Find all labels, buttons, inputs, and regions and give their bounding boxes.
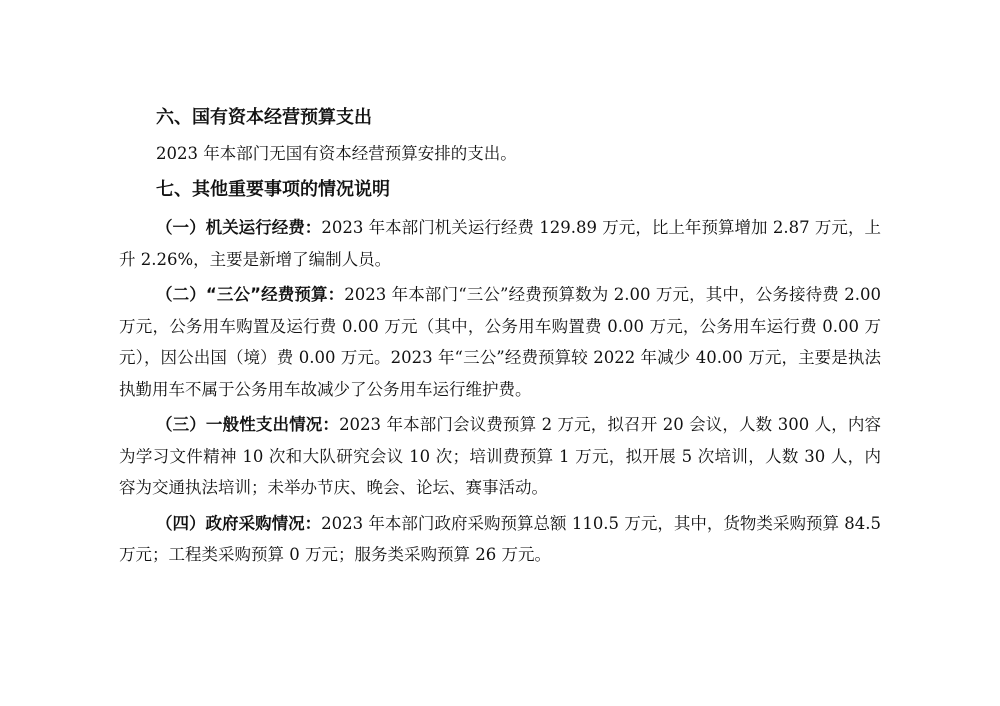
- section-6-text: 2023 年本部门无国有资本经营预算安排的支出。: [156, 144, 517, 163]
- item-4-text: 2023 年本部门政府采购预算总额 110.5 万元，其中，货物类采购预算 84.5 万元；工程类采购预算 0 万元；服务类采购预算 26 万元。: [119, 513, 881, 564]
- item-3-paragraph: [119, 409, 881, 504]
- item-3-lead: （三）一般性支出情况：: [156, 415, 340, 434]
- section-7-heading: 七、其他重要事项的情况说明: [156, 179, 390, 200]
- item-4-paragraph: [119, 508, 881, 571]
- item-1-text: 2023 年本部门机关运行经费 129.89 万元，比上年预算增加 2.87 万元，上升 2.26%，主要是新增了编制人员。: [119, 218, 881, 269]
- item-4-lead: （四）政府采购情况：: [156, 513, 322, 533]
- item-2-lead: （二）“三公”经费预算：: [156, 285, 345, 304]
- item-3-text: 2023 年本部门会议费预算 2 万元，拟召开 20 会议，人数 300 人，内容为学习文件精神 10 次和大队研究会议 10 次；培训费预算 1 万元，拟开展 5 次培训，人数 30 人，内容为交通执法培训；未举办节庆、晚会、论坛、赛事活动。: [119, 415, 881, 497]
- item-1-lead: （一）机关运行经费：: [156, 218, 322, 237]
- item-2-paragraph: [119, 279, 881, 405]
- document-body: [119, 100, 881, 571]
- item-2-text: 2023 年本部门“三公”经费预算数为 2.00 万元，其中，公务接待费 2.00 万元，公务用车购置及运行费 0.00 万元（其中，公务用车购置费 0.00 万元，公务用车运行费 0.00 万元），因公出国（境）费 0.00 万元。2023 年“三公”经费预算较 2022 年减少 40.00 万元，主要是执法执勤用车不属于公务用车故减少了公务用车运行维护费。: [119, 285, 881, 399]
- section-6-heading: 六、国有资本经营预算支出: [156, 107, 372, 128]
- item-1-paragraph: [119, 212, 881, 275]
